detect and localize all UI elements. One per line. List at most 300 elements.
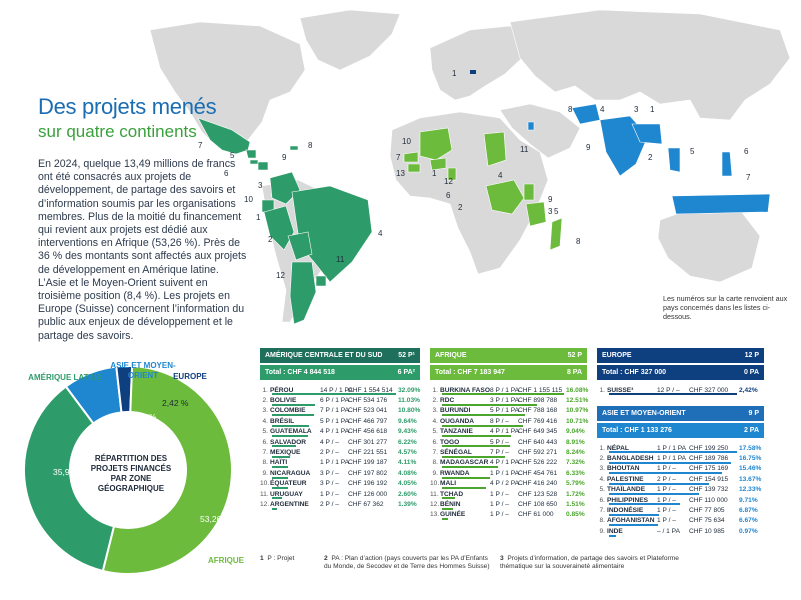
- guatemala-shape: [246, 150, 256, 158]
- row-country: TOGO: [440, 438, 460, 446]
- row-amount: CHF 640 443: [518, 438, 558, 446]
- row-amount: CHF 1 155 115: [518, 386, 563, 394]
- map-label: 11: [520, 145, 529, 154]
- map-label: 8: [568, 105, 573, 114]
- senegal-shape: [404, 152, 418, 162]
- philippines-shape: [722, 152, 732, 176]
- row-percent: 9.04%: [566, 428, 585, 436]
- row-country: MALI: [440, 480, 457, 488]
- table-header: [260, 348, 420, 363]
- row-projects: 1 P / –: [657, 486, 676, 494]
- row-amount: CHF 523 041: [348, 407, 388, 415]
- footnote-2-text: PA : Plan d’action (pays couverts par les PA d’Enfants du Monde, de Secodev et de Terre des Hommes Suisse): [324, 555, 490, 570]
- table-row: [260, 427, 420, 437]
- row-number: 4.: [432, 417, 438, 425]
- row-amount: CHF 199 187: [348, 459, 388, 467]
- table-row: [260, 437, 420, 447]
- row-projects: 5 P / –: [490, 438, 509, 446]
- table-row: [430, 499, 587, 509]
- australia-shape: [658, 206, 760, 282]
- row-percent: 17.58%: [739, 444, 762, 452]
- row-percent: 1.51%: [566, 500, 585, 508]
- palestine-shape: [528, 122, 534, 130]
- map-label: 1: [452, 69, 457, 78]
- table-title: AFRIQUE: [435, 352, 467, 359]
- table-total-label: Total : CHF 7 183 947: [435, 369, 505, 376]
- row-projects: 2 P / –: [320, 500, 339, 508]
- row-amount: CHF 199 250: [689, 444, 729, 452]
- map-label: 3: [548, 207, 553, 216]
- map-label: 8: [308, 141, 313, 150]
- table-row: [597, 453, 764, 463]
- row-percent: 32.09%: [398, 386, 421, 394]
- table-row: [597, 505, 764, 515]
- uganda-rwanda-burundi-shape: [524, 184, 534, 200]
- table-total: [260, 365, 420, 380]
- row-number: 8.: [432, 459, 438, 467]
- table-row: [430, 510, 587, 520]
- row-number: 1.: [599, 444, 605, 452]
- row-number: 3.: [432, 407, 438, 415]
- row-country: BURKINA FASO: [440, 386, 490, 394]
- map-label: 12: [276, 271, 285, 280]
- row-country: RWANDA: [440, 469, 470, 477]
- table-row: [260, 406, 420, 416]
- row-percent: 1.39%: [398, 500, 417, 508]
- table-row: [430, 395, 587, 405]
- row-projects: 3 P / –: [320, 469, 339, 477]
- table-row: [260, 489, 420, 499]
- map-label: 5: [690, 147, 695, 156]
- table-row: [430, 427, 587, 437]
- label-asie: ASIE ET MOYEN-ORIENT: [110, 361, 176, 380]
- map-label: 4: [378, 229, 383, 238]
- row-country: ÉQUATEUR: [270, 480, 307, 488]
- row-country: INDE: [607, 527, 623, 535]
- table-europe: [597, 348, 764, 395]
- row-percent: 6.87%: [739, 507, 758, 515]
- row-amount: CHF 898 788: [518, 397, 558, 405]
- map-label: 3: [634, 105, 639, 114]
- row-percent: 9.43%: [398, 428, 417, 436]
- map-label: 1: [256, 213, 261, 222]
- row-projects: 4 P / 1 PA: [320, 428, 350, 436]
- guinee-shape: [408, 164, 420, 172]
- row-number: 9.: [262, 469, 268, 477]
- table-row: [260, 458, 420, 468]
- donut-center-title: RÉPARTITION DES PROJETS FINANCÉS PAR ZONE GÉOGRAPHIQUE: [90, 454, 172, 493]
- row-projects: 7 P / 1 PA: [320, 407, 350, 415]
- row-percent: 6.33%: [566, 469, 585, 477]
- table-row: [430, 437, 587, 447]
- table-row: [260, 499, 420, 509]
- pct-afrique: 53,26 %: [200, 514, 232, 524]
- row-number: 6.: [432, 438, 438, 446]
- row-projects: 6 P / 1 PA: [320, 397, 350, 405]
- row-projects: 1 P / –: [657, 507, 676, 515]
- row-number: 1.: [432, 386, 438, 394]
- switzerland-marker: [470, 70, 476, 74]
- row-country: BHOUTAN: [607, 465, 640, 473]
- row-projects: 3 P / –: [320, 480, 339, 488]
- row-country: THAÏLANDE: [607, 486, 646, 494]
- table-asie: [597, 406, 764, 537]
- table-count: 52 P¹: [398, 352, 415, 359]
- row-amount: CHF 175 169: [689, 465, 729, 473]
- footnote-3: [500, 555, 700, 571]
- row-amount: CHF 10 985: [689, 527, 725, 535]
- row-number: 2.: [432, 397, 438, 405]
- map-label: 10: [402, 137, 411, 146]
- row-amount: CHF 1 554 514: [348, 386, 393, 394]
- row-projects: 1 P / –: [490, 490, 509, 498]
- thailand-shape: [668, 148, 680, 172]
- map-label: 10: [244, 195, 253, 204]
- row-projects: 1 P / –: [657, 496, 676, 504]
- label-afrique: AFRIQUE: [208, 556, 244, 565]
- table-row: [430, 385, 587, 395]
- row-country: BOLIVIE: [270, 397, 297, 405]
- row-amount: CHF 189 786: [689, 455, 729, 463]
- map-label: 5: [554, 207, 559, 216]
- row-projects: 1 P / –: [490, 500, 509, 508]
- asia-shape: [510, 10, 790, 120]
- map-note: Les numéros sur la carte renvoient aux pays concernés dans les listes ci-dessous.: [663, 294, 788, 321]
- row-number: 1.: [262, 386, 268, 394]
- table-total-label: Total : CHF 1 133 276: [602, 427, 672, 434]
- map-label: 4: [600, 105, 605, 114]
- row-number: 13.: [430, 511, 440, 519]
- table-row: [260, 468, 420, 478]
- map-label: 7: [396, 153, 401, 162]
- row-number: 1.: [599, 386, 605, 394]
- footnote-3-text: Projets d’information, de partage des savoirs et Plateforme thématique sur la souveraineté alimentaire: [500, 555, 679, 570]
- table-total-count: 6 PA²: [397, 369, 415, 376]
- row-country: ARGENTINE: [270, 500, 309, 508]
- row-percent: 8.24%: [566, 449, 585, 457]
- row-country: MEXIQUE: [270, 449, 301, 457]
- row-projects: 8 P / 1 PA: [490, 386, 520, 394]
- row-projects: 5 P / 1 PA: [490, 407, 520, 415]
- row-country: BÉNIN: [440, 500, 461, 508]
- row-amount: CHF 416 240: [518, 480, 558, 488]
- row-number: 11.: [430, 490, 439, 498]
- row-percent: 13.67%: [739, 475, 762, 483]
- row-country: TCHAD: [440, 490, 464, 498]
- row-country: PALESTINE: [607, 475, 644, 483]
- page-title: [38, 94, 216, 142]
- row-amount: CHF 67 362: [348, 500, 384, 508]
- map-label: 9: [282, 153, 287, 162]
- row-number: 8.: [599, 517, 605, 525]
- row-bar: [442, 518, 448, 520]
- table-amerique: [260, 348, 420, 510]
- row-country: BANGLADESH: [607, 455, 654, 463]
- tchad-shape: [484, 132, 506, 166]
- row-amount: CHF 126 000: [348, 490, 388, 498]
- table-row: [597, 385, 764, 395]
- row-amount: CHF 327 000: [689, 386, 729, 394]
- table-row: [430, 447, 587, 457]
- row-country: OUGANDA: [440, 417, 475, 425]
- row-number: 10.: [260, 480, 270, 488]
- map-label: 1: [650, 105, 655, 114]
- row-projects: 2 P / –: [657, 475, 676, 483]
- row-country: BURUNDI: [440, 407, 471, 415]
- row-projects: 3 P / 1 PA: [490, 397, 520, 405]
- map-label: 6: [446, 191, 451, 200]
- row-percent: 8.91%: [566, 438, 585, 446]
- row-percent: 6.67%: [739, 517, 758, 525]
- table-total: [430, 365, 587, 380]
- row-number: 6.: [262, 438, 268, 446]
- table-afrique: [430, 348, 587, 520]
- row-percent: 0.97%: [739, 527, 758, 535]
- map-label: 5: [230, 151, 235, 160]
- row-country: HAÏTI: [270, 459, 288, 467]
- row-number: 4.: [599, 475, 605, 483]
- table-total-count: 0 PA: [743, 369, 759, 376]
- row-percent: 4.05%: [398, 480, 417, 488]
- table-total-label: Total : CHF 4 844 518: [265, 369, 335, 376]
- row-projects: 4 P / 1 PA: [490, 459, 520, 467]
- row-projects: 1 P / 1 PA: [490, 469, 520, 477]
- map-label: 9: [586, 143, 591, 152]
- table-row: [597, 526, 764, 536]
- row-percent: 15.46%: [739, 465, 762, 473]
- table-row: [430, 406, 587, 416]
- row-number: 5.: [262, 428, 268, 436]
- row-country: PHILIPPINES: [607, 496, 649, 504]
- argentina-shape: [290, 262, 316, 324]
- row-percent: 4.11%: [398, 459, 417, 467]
- row-bar: [272, 508, 277, 510]
- row-number: 2.: [262, 397, 268, 405]
- map-label: 2: [458, 203, 463, 212]
- row-amount: CHF 221 551: [348, 449, 388, 457]
- row-number: 9.: [599, 527, 605, 535]
- table-title: AMÉRIQUE CENTRALE ET DU SUD: [265, 352, 383, 359]
- row-number: 9.: [432, 469, 438, 477]
- row-amount: CHF 454 761: [518, 469, 558, 477]
- row-percent: 10.80%: [398, 407, 421, 415]
- row-bar: [609, 393, 737, 395]
- row-percent: 1.72%: [566, 490, 585, 498]
- nicaragua-shape: [258, 162, 268, 170]
- row-percent: 6.22%: [398, 438, 417, 446]
- footnote-3-num: 3: [500, 555, 504, 562]
- row-projects: 1 P / –: [490, 511, 509, 519]
- row-projects: 1 P / –: [657, 517, 676, 525]
- row-number: 3.: [262, 407, 268, 415]
- table-count: 52 P: [567, 352, 582, 359]
- table-row: [430, 468, 587, 478]
- indonesia-shape: [672, 194, 770, 214]
- map-label: 2: [648, 153, 653, 162]
- table-row: [260, 385, 420, 395]
- row-projects: 1 P / 1 PA: [657, 455, 687, 463]
- row-number: 5.: [432, 428, 438, 436]
- row-percent: 9.64%: [398, 417, 417, 425]
- row-projects: 5 P / 1 PA: [320, 417, 350, 425]
- title-line2: sur quatre continents: [38, 122, 197, 141]
- row-amount: CHF 526 222: [518, 459, 558, 467]
- row-percent: 12.33%: [739, 486, 762, 494]
- table-header: [430, 348, 587, 363]
- table-total: [597, 365, 764, 380]
- table-row: [260, 447, 420, 457]
- row-amount: CHF 534 176: [348, 397, 388, 405]
- afghanistan-shape: [572, 104, 600, 124]
- table-row: [597, 464, 764, 474]
- row-percent: 16.08%: [566, 386, 589, 394]
- row-number: 8.: [262, 459, 268, 467]
- table-title: EUROPE: [602, 352, 632, 359]
- row-percent: 2,42%: [739, 386, 758, 394]
- row-number: 4.: [262, 417, 268, 425]
- row-country: PÉROU: [270, 386, 294, 394]
- intro-paragraph: En 2024, quelque 13,49 millions de francs ont été consacrés aux projets de développement, de partage des savoirs et d’information soumis par les organisations membres. Plus de la moitié du financement qui revient aux projets est dédié aux interventions en Afrique (53,26 %). Près de 36 % des montants sont affectés aux projets de développement en Amérique latine. L’Asie et le Moyen-Orient suivent en troisième position (8,4 %). Les projets en Europe (Suisse) concernent l’information du public aux enjeux de développement et le partage des savoirs.: [38, 158, 247, 342]
- row-amount: CHF 301 277: [348, 438, 388, 446]
- row-percent: 5.79%: [566, 480, 585, 488]
- map-label: 11: [336, 255, 345, 264]
- row-amount: CHF 466 797: [348, 417, 388, 425]
- row-amount: CHF 592 271: [518, 449, 558, 457]
- table-row: [597, 516, 764, 526]
- map-label: 6: [744, 147, 749, 156]
- row-projects: 1 P / –: [657, 465, 676, 473]
- table-row: [430, 489, 587, 499]
- table-row: [430, 458, 587, 468]
- row-country: URUGUAY: [270, 490, 303, 498]
- row-country: SUISSE³: [607, 386, 634, 394]
- table-header: [597, 406, 764, 421]
- map-label: 13: [396, 169, 405, 178]
- row-amount: CHF 196 192: [348, 480, 388, 488]
- salvador-shape: [250, 160, 258, 164]
- row-projects: – / 1 PA: [657, 527, 680, 535]
- row-projects: 4 P / –: [320, 438, 339, 446]
- table-row: [260, 416, 420, 426]
- row-projects: 1 P / –: [320, 490, 339, 498]
- row-amount: CHF 197 802: [348, 469, 388, 477]
- table-total: [597, 423, 764, 438]
- row-percent: 10.97%: [566, 407, 589, 415]
- table-total-label: Total : CHF 327 000: [602, 369, 667, 376]
- row-percent: 16.75%: [739, 455, 762, 463]
- row-projects: 1 P / 1 PA: [320, 459, 350, 467]
- row-number: 7.: [599, 507, 605, 515]
- footnote-1-text: P : Projet: [267, 555, 295, 562]
- row-projects: 1 P / 1 PA: [657, 444, 687, 452]
- row-percent: 9.71%: [739, 496, 758, 504]
- map-label: 9: [548, 195, 553, 204]
- row-percent: 10.71%: [566, 417, 589, 425]
- row-number: 7.: [432, 449, 438, 457]
- table-row: [260, 479, 420, 489]
- row-country: RDC: [440, 397, 455, 405]
- row-percent: 2.60%: [398, 490, 417, 498]
- row-number: 6.: [599, 496, 605, 504]
- row-projects: 12 P / –: [657, 386, 680, 394]
- footnote-2-num: 2: [324, 555, 328, 562]
- table-row: [597, 443, 764, 453]
- row-projects: 8 P / –: [490, 417, 509, 425]
- row-amount: CHF 77 805: [689, 507, 725, 515]
- row-number: 11.: [260, 490, 269, 498]
- row-projects: 2 P / –: [320, 449, 339, 457]
- row-amount: CHF 139 732: [689, 486, 729, 494]
- row-number: 3.: [599, 465, 605, 473]
- row-projects: 7 P / –: [490, 449, 509, 457]
- row-country: MADAGASCAR: [440, 459, 489, 467]
- row-amount: CHF 788 168: [518, 407, 558, 415]
- map-label: 7: [746, 173, 751, 182]
- footnote-1-num: 1: [260, 555, 264, 562]
- row-amount: CHF 108 650: [518, 500, 558, 508]
- table-row: [430, 479, 587, 489]
- table-row: [597, 474, 764, 484]
- table-total-count: 2 PA: [743, 427, 759, 434]
- label-amerique: AMÉRIQUE LATINE: [28, 373, 102, 382]
- haiti-shape: [290, 146, 298, 150]
- map-label: 4: [498, 171, 503, 180]
- footnote-1: [260, 555, 320, 563]
- row-country: SALVADOR: [270, 438, 307, 446]
- row-number: 10.: [430, 480, 440, 488]
- map-label: 12: [444, 177, 453, 186]
- row-percent: 12.51%: [566, 397, 589, 405]
- row-percent: 11.03%: [398, 397, 420, 405]
- table-row: [597, 485, 764, 495]
- footnote-2: [324, 555, 492, 571]
- table-count: 9 P: [748, 410, 759, 417]
- row-country: GUATEMALA: [270, 428, 312, 436]
- row-amount: CHF 75 634: [689, 517, 725, 525]
- table-row: [260, 395, 420, 405]
- row-country: NICARAGUA: [270, 469, 311, 477]
- row-number: 12.: [260, 500, 270, 508]
- row-country: COLOMBIE: [270, 407, 306, 415]
- row-country: GUINÉE: [440, 511, 466, 519]
- row-country: INDONÉSIE: [607, 507, 644, 515]
- pct-europe: 2,42 %: [162, 398, 189, 408]
- row-country: NÉPAL: [607, 444, 629, 452]
- row-number: 7.: [262, 449, 268, 457]
- row-amount: CHF 123 528: [518, 490, 558, 498]
- row-percent: 4.57%: [398, 449, 417, 457]
- map-label: 7: [198, 141, 203, 150]
- table-row: [597, 495, 764, 505]
- table-row: [430, 416, 587, 426]
- title-line1: Des projets menés: [38, 94, 217, 119]
- map-label: 3: [258, 181, 263, 190]
- row-country: AFGHANISTAN: [607, 517, 655, 525]
- map-label: 1: [432, 169, 437, 178]
- greenland-shape: [300, 10, 400, 70]
- row-projects: 4 P / 2 PA: [490, 480, 520, 488]
- table-count: 12 P: [744, 352, 759, 359]
- label-europe: EUROPE: [173, 372, 207, 381]
- row-number: 5.: [599, 486, 605, 494]
- row-number: 12.: [430, 500, 440, 508]
- pct-amerique: 35,92 %: [53, 467, 85, 477]
- row-country: BRÉSIL: [270, 417, 295, 425]
- uruguay-shape: [316, 276, 326, 286]
- row-country: SÉNÉGAL: [440, 449, 472, 457]
- row-projects: 4 P / 1 PA: [490, 428, 520, 436]
- row-bar: [609, 535, 616, 537]
